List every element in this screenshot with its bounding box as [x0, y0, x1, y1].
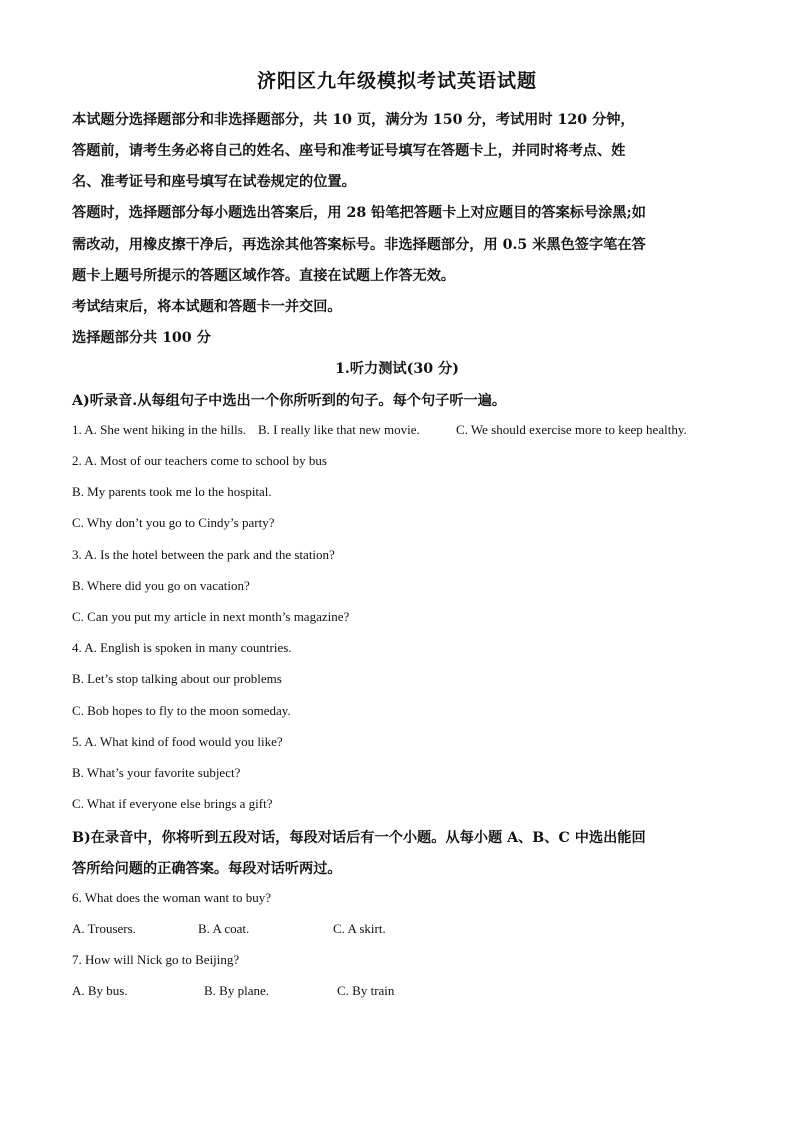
- listening-line: 4. A. English is spoken in many countries.: [72, 640, 292, 655]
- option-a: A. By bus.: [72, 983, 128, 998]
- part-a-instruction: A)听录音.从每组句子中选出一个你所听到的句子。每个句子听一遍。: [72, 393, 507, 409]
- part-b-instruction: 答所给问题的正确答案。每段对话听两过。: [72, 861, 342, 877]
- option-b: B. I really like that new movie.: [258, 422, 420, 437]
- listening-line: C. What if everyone else brings a gift?: [72, 796, 273, 811]
- listening-line: 2. A. Most of our teachers come to school by bus: [72, 453, 327, 468]
- option-c: C. By train: [337, 983, 395, 998]
- instruction-line: 答题前，请考生务必将自己的姓名、座号和准考证号填写在答题卡上，并同时将考点、姓: [72, 143, 626, 159]
- listening-line: B. What’s your favorite subject?: [72, 765, 241, 780]
- instruction-line: 本试题分选择题部分和非选择题部分，共 10 页，满分为 150 分，考试用时 120 分钟，: [72, 112, 635, 128]
- listening-line: C. Bob hopes to fly to the moon someday.: [72, 703, 291, 718]
- instruction-line: 答题时，选择题部分每小题选出答案后，用 28 铅笔把答题卡上对应题目的答案标号涂黑;如: [72, 205, 646, 221]
- option-b: B. By plane.: [204, 983, 269, 998]
- part-b-instruction: B)在录音中，你将听到五段对话，每段对话后有一个小题。从每小题 A、B、C 中选出能回: [72, 830, 646, 846]
- question-7: 7. How will Nick go to Beijing?: [72, 952, 240, 967]
- listening-line: B. Let’s stop talking about our problems: [72, 671, 282, 686]
- instruction-line: 需改动，用橡皮擦干净后，再选涂其他答案标号。非选择题部分，用 0.5 米黑色签字笔在答: [72, 237, 646, 253]
- instruction-line: 考试结束后，将本试题和答题卡一并交回。: [72, 299, 342, 315]
- option-b: B. A coat.: [198, 921, 250, 936]
- listening-line: B. My parents took me lo the hospital.: [72, 484, 272, 499]
- score-note: 选择题部分共 100 分: [72, 330, 211, 346]
- option-c: C. We should exercise more to keep healthy.: [456, 422, 687, 437]
- instruction-line: 名、准考证号和座号填写在试卷规定的位置。: [72, 174, 356, 190]
- listening-line: 3. A. Is the hotel between the park and the station?: [72, 547, 335, 562]
- question-6: 6. What does the woman want to buy?: [72, 890, 272, 905]
- page-title: 济阳区九年级模拟考试英语试题: [256, 70, 537, 92]
- option-a: A. Trousers.: [72, 921, 136, 936]
- instruction-line: 题卡上题号所提示的答题区域作答。直接在试题上作答无效。: [72, 268, 456, 284]
- listening-line: B. Where did you go on vacation?: [72, 578, 250, 593]
- option-c: C. A skirt.: [333, 921, 386, 936]
- option-a: 1. A. She went hiking in the hills.: [72, 422, 247, 437]
- listening-line: C. Why don’t you go to Cindy’s party?: [72, 515, 275, 530]
- listening-line: C. Can you put my article in next month’s magazine?: [72, 609, 350, 624]
- listening-line: 5. A. What kind of food would you like?: [72, 734, 283, 749]
- section-heading: 1.听力测试(30 分): [335, 361, 459, 377]
